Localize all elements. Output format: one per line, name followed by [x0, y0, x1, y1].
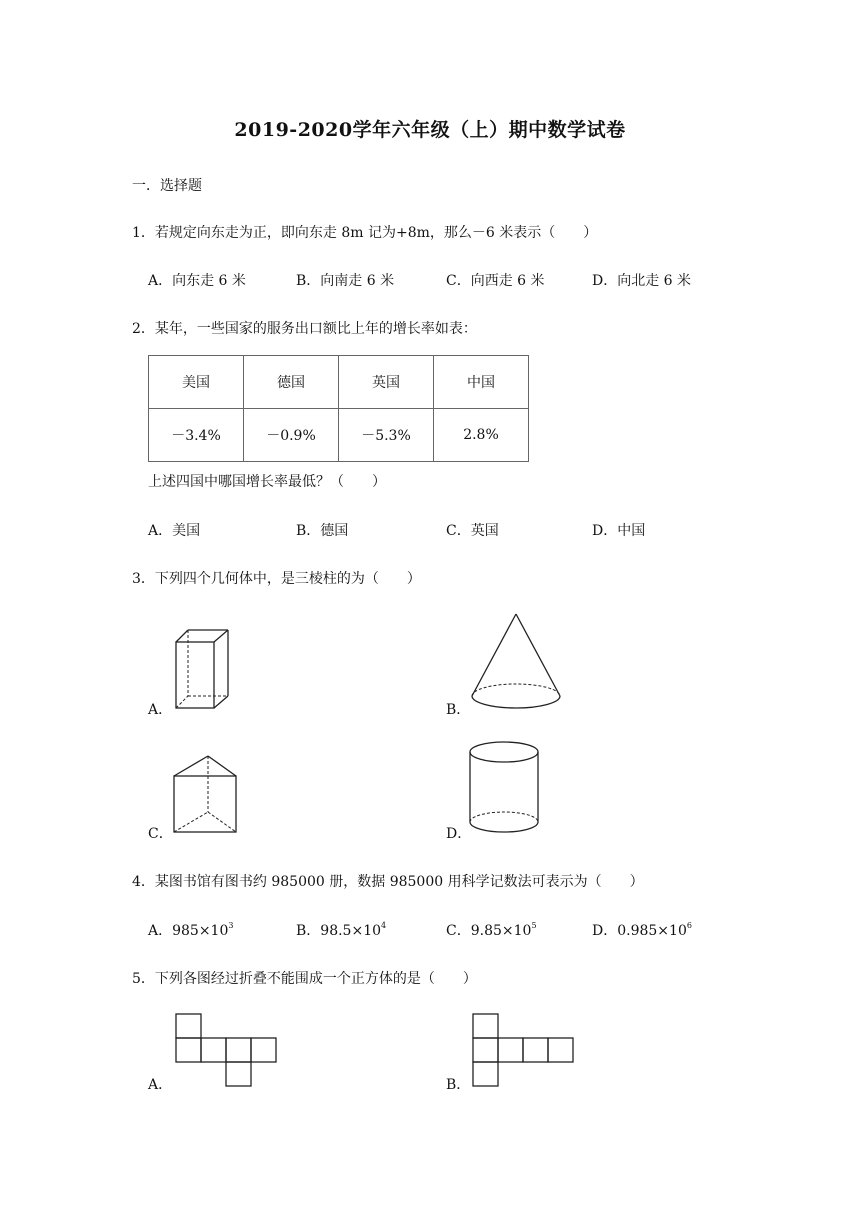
table-cell: －0.9% [244, 409, 339, 462]
question-4-option-d [592, 920, 692, 940]
question-5-stem: 5．下列各图经过折叠不能围成一个正方体的是（ ） [132, 971, 477, 987]
question-3-label-c: C． [148, 826, 173, 842]
table-header-cell: 中国 [434, 356, 529, 409]
question-2-stem: 2．某年，一些国家的服务出口额比上年的增长率如表： [132, 321, 477, 337]
growth-rate-table [148, 355, 529, 462]
table-row [149, 409, 529, 462]
option-base: A．985×10 [148, 923, 229, 939]
question-4-stem: 4．某图书馆有图书约 985000 册，数据 985000 用科学记数法可表示为（ ） [132, 874, 644, 890]
triangular-prism-figure [170, 752, 240, 836]
option-exponent: 6 [686, 921, 692, 930]
question-2-option-b: B．德国 [296, 523, 349, 539]
option-base: C．9.85×10 [446, 923, 532, 939]
cube-net-b-figure [472, 1013, 574, 1087]
question-4-option-c [446, 920, 537, 940]
question-2-option-d: D．中国 [592, 523, 646, 539]
question-1-option-c: C．向西走 6 米 [446, 273, 545, 289]
table-cell: －5.3% [339, 409, 434, 462]
option-exponent: 4 [381, 921, 387, 930]
option-exponent: 5 [531, 921, 537, 930]
question-4-option-a [148, 920, 233, 940]
table-header-cell: 英国 [339, 356, 434, 409]
table-cell: 2.8% [434, 409, 529, 462]
table-cell: －3.4% [149, 409, 244, 462]
question-3-label-b: B． [446, 702, 471, 718]
option-exponent: 3 [228, 921, 234, 930]
question-2-option-c: C．英国 [446, 523, 499, 539]
question-5-label-b: B． [446, 1077, 471, 1093]
question-2-option-a: A．美国 [148, 523, 201, 539]
question-1-stem: 1．若规定向东走为正，即向东走 8m 记为+8m，那么－6 米表示（ ） [132, 225, 598, 241]
question-3-label-d: D． [446, 826, 472, 842]
question-4-option-b [296, 920, 386, 940]
cuboid-figure [170, 628, 232, 712]
section-heading: 一．选择题 [132, 178, 202, 194]
table-header-cell: 德国 [244, 356, 339, 409]
option-base: D．0.985×10 [592, 923, 687, 939]
question-1-option-d: D．向北走 6 米 [592, 273, 692, 289]
question-2-prompt: 上述四国中哪国增长率最低？（ ） [148, 474, 386, 490]
question-1-option-a: A．向东走 6 米 [148, 273, 246, 289]
question-3-label-a: A． [148, 702, 173, 718]
cylinder-figure [468, 740, 542, 836]
question-5-label-a: A． [148, 1077, 173, 1093]
cube-net-a-figure [175, 1013, 277, 1087]
table-header-row [149, 356, 529, 409]
cone-figure [470, 612, 562, 710]
option-base: B．98.5×10 [296, 923, 382, 939]
page-title: 2019-2020学年六年级（上）期中数学试卷 [234, 119, 626, 141]
question-1-option-b: B．向南走 6 米 [296, 273, 395, 289]
table-header-cell: 美国 [149, 356, 244, 409]
question-3-stem: 3．下列四个几何体中，是三棱柱的为（ ） [132, 571, 421, 587]
